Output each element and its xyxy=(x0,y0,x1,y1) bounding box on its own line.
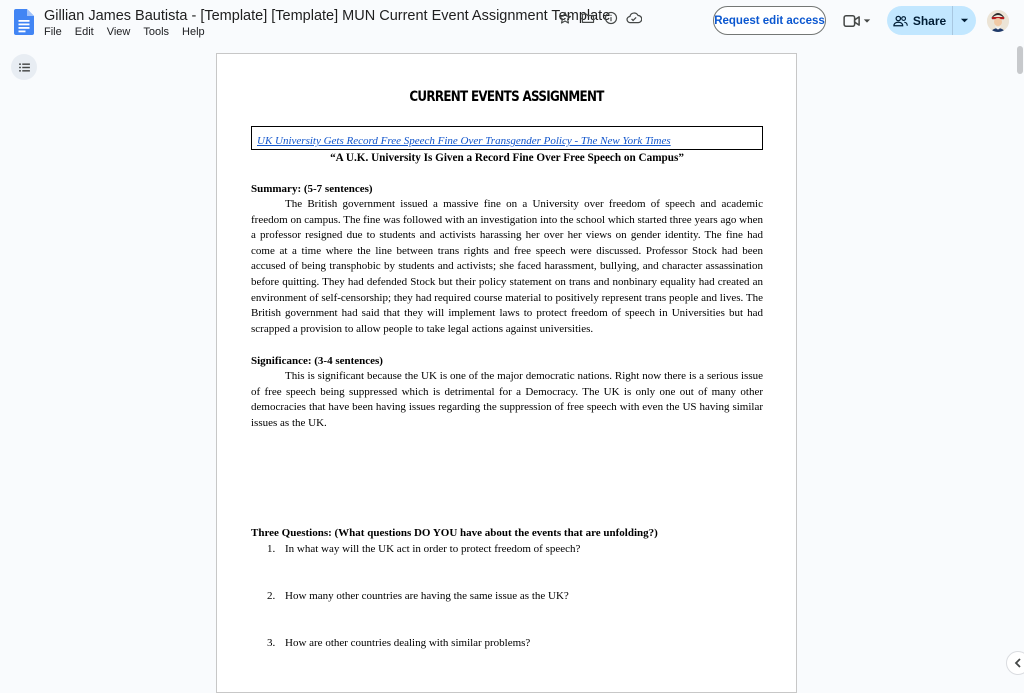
list-item-text: How many other countries are having the same issue as the UK? xyxy=(285,590,569,602)
docs-logo-icon[interactable] xyxy=(14,9,34,35)
share-label: Share xyxy=(912,13,947,28)
summary-paragraph: The British government issued a massive fine on a University over freedom of speech and academic freedom on campus. The fine was followed with an investigation into the school which started three years ago when a professor resigned due to students and activists harassing her over her views on gender identity. The fine had come at a time where the line between trans rights and free speech were discussed. Professor Stock had been accused of being transphobic by students and activists; she faced harassment, bullying, and character assassination before quitting. They had defended Stock but their policy statement on trans and nonbinary equality had created an environment of self-censorship; they had required course material to positively represent trans people and lives. The British government had said that they will implement laws to protect freedom of speech in Universities but had scrapped a provision to allow people to take legal actions against universities. xyxy=(251,198,763,335)
share-button[interactable] xyxy=(887,6,953,35)
title-icons xyxy=(556,9,642,26)
chevron-left-icon xyxy=(1014,658,1022,668)
share-button-group xyxy=(887,6,976,35)
star-icon[interactable] xyxy=(556,9,573,26)
scrollbar-thumb[interactable] xyxy=(1017,46,1023,74)
side-panel-toggle-button[interactable] xyxy=(1006,651,1024,675)
move-folder-icon[interactable] xyxy=(579,9,596,26)
menu-bar xyxy=(44,26,218,38)
list-item-number: 2. xyxy=(267,590,276,602)
article-link[interactable]: UK University Gets Record Free Speech Fine Over Transgender Policy - The New York Times xyxy=(257,135,671,147)
document-title[interactable]: Gillian James Bautista - [Template] [Template] MUN Current Event Assignment Template xyxy=(44,8,611,24)
list-item-number: 1. xyxy=(267,543,276,555)
questions-heading: Three Questions: (What questions DO YOU have about the events that are unfolding?) xyxy=(251,527,658,539)
article-headline: “A U.K. University Is Given a Record Fine Over Free Speech on Campus” xyxy=(330,152,684,164)
list-item-text: In what way will the UK act in order to protect freedom of speech? xyxy=(285,543,581,555)
video-camera-icon xyxy=(843,14,861,28)
top-bar xyxy=(0,0,1024,44)
document-outline-button[interactable] xyxy=(11,54,37,80)
meet-button[interactable] xyxy=(838,8,876,34)
menu-help[interactable]: Help xyxy=(182,26,205,38)
vertical-scrollbar[interactable] xyxy=(1016,44,1024,654)
cloud-saved-icon[interactable] xyxy=(625,9,642,26)
list-outline-icon xyxy=(19,63,30,72)
significance-paragraph: This is significant because the UK is one of the major democratic nations. Right now there is a serious issue of free speech being suppressed which is detrimental for a Democracy. The UK is only one out of many other democracies that have been having issues regarding the suppression of free speech with even the US having similar issues as the UK. xyxy=(251,370,763,429)
chevron-down-icon xyxy=(960,16,969,25)
list-item xyxy=(267,543,580,555)
info-icon[interactable] xyxy=(602,9,619,26)
assignment-title: CURRENT EVENTS ASSIGNMENT xyxy=(409,89,604,105)
menu-file[interactable]: File xyxy=(44,26,62,38)
menu-view[interactable]: View xyxy=(106,26,131,38)
menu-edit[interactable]: Edit xyxy=(74,26,94,38)
article-link-box xyxy=(251,126,763,150)
request-edit-access-button[interactable]: Request edit access xyxy=(713,6,826,35)
people-icon xyxy=(893,15,908,27)
share-dropdown-button[interactable] xyxy=(953,6,976,35)
list-item xyxy=(267,637,530,649)
document-page[interactable] xyxy=(216,53,797,693)
account-avatar-icon xyxy=(987,10,1009,32)
avatar[interactable] xyxy=(987,10,1009,32)
list-item-text: How are other countries dealing with similar problems? xyxy=(285,637,531,649)
menu-tools[interactable]: Tools xyxy=(143,26,170,38)
significance-heading: Significance: (3-4 sentences) xyxy=(251,355,383,367)
list-item xyxy=(267,590,569,602)
summary-heading: Summary: (5-7 sentences) xyxy=(251,183,373,195)
chevron-down-icon xyxy=(863,17,871,25)
list-item-number: 3. xyxy=(267,637,276,649)
